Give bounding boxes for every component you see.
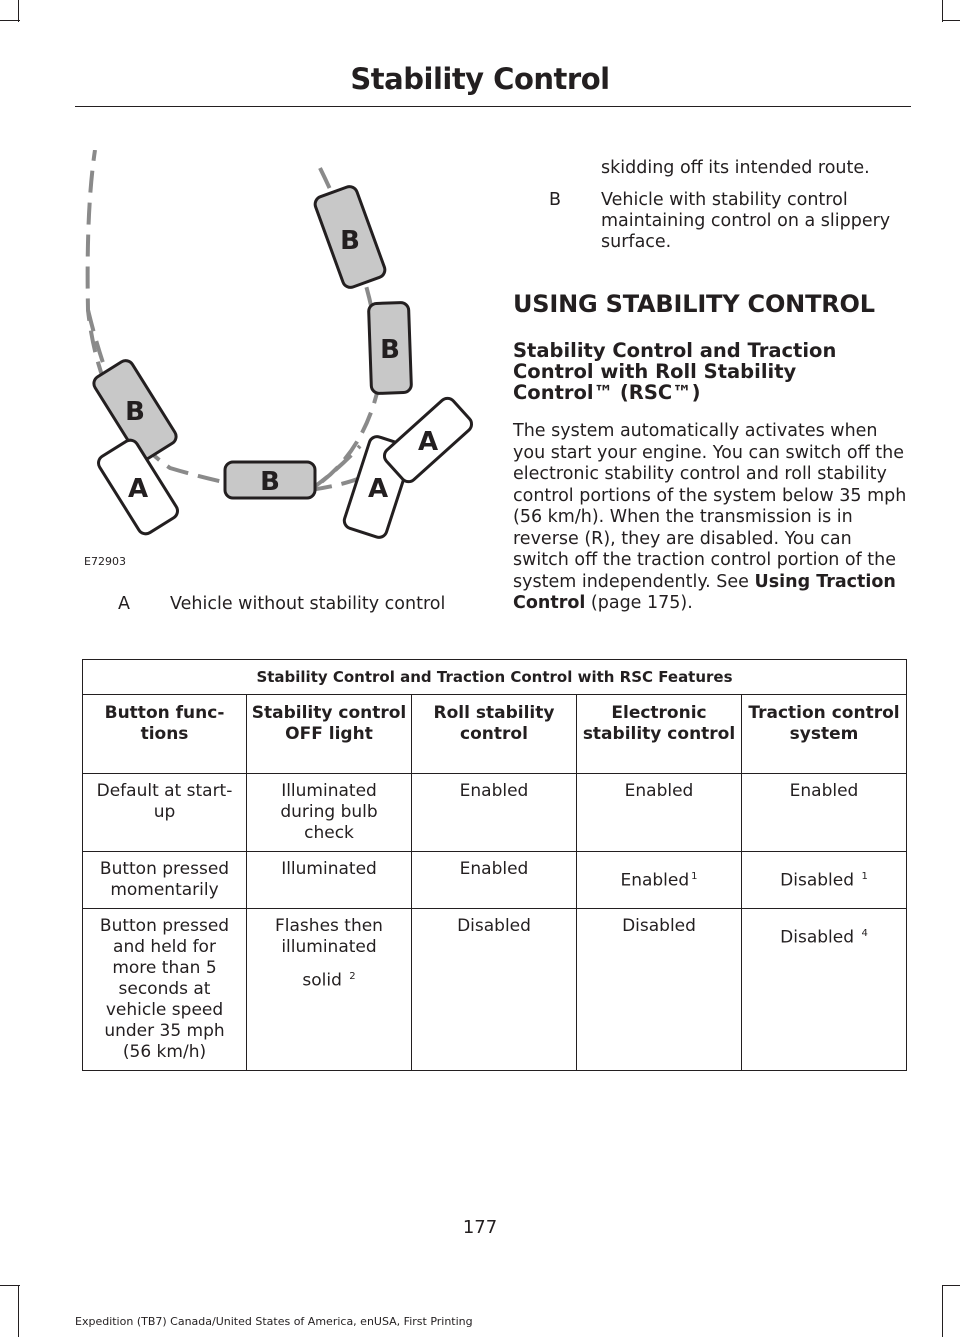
table-cell: [742, 852, 907, 909]
table-header-row: [83, 695, 907, 774]
page-reference: (page 175).: [585, 593, 693, 613]
vehicle-b-2: [368, 302, 411, 393]
table-cell: Button pressed and held for more than 5 seconds at vehicle speed under 35 mph (56 km/h): [83, 909, 247, 1071]
cell-text: solid: [302, 970, 348, 991]
body-text: The system automatically activates when you start your engine. You can switch off the electronic stability control and roll stability control portions of the system below 35 mph (56 km/h). When the transmission is in reverse (R), they are disabled. You can switch off the traction control portion of the system independently. See: [513, 421, 907, 592]
table-cell: Enabled: [412, 774, 577, 852]
table-cell: Enabled: [577, 774, 742, 852]
legend-key: A: [118, 594, 130, 614]
svg-text:B: B: [380, 335, 400, 365]
legend-text: Vehicle without stability control: [170, 594, 446, 614]
crop-mark: [18, 0, 19, 22]
column-header: Roll stability control: [412, 695, 577, 774]
vehicle-a-3: [381, 395, 475, 485]
legend-key: B: [549, 190, 562, 210]
svg-text:A: A: [367, 474, 389, 504]
footnote-marker: 4: [861, 928, 868, 939]
page-footer: Expedition (TB7) Canada/United States of America, enUSA, First Printing: [75, 1315, 473, 1328]
column-header: Stability control OFF light: [247, 695, 412, 774]
page-number: 177: [462, 1217, 498, 1238]
crop-mark: [942, 1285, 960, 1286]
svg-text:A: A: [127, 474, 149, 504]
cell-text: Disabled: [780, 927, 860, 948]
table-cell: Default at start-up: [83, 774, 247, 852]
crop-mark: [942, 0, 943, 22]
cell-text: Flashes then illuminated: [275, 916, 383, 957]
cell-text: Disabled: [780, 870, 860, 891]
table-cell: [577, 852, 742, 909]
vehicle-b-4: [225, 462, 315, 498]
legend-text: skidding off its intended route.: [601, 158, 870, 178]
crop-mark: [18, 1285, 19, 1337]
svg-text:B: B: [340, 226, 360, 256]
table-cell: [247, 909, 412, 1071]
table-cell: Enabled: [742, 774, 907, 852]
vehicle-a-1: [95, 437, 180, 537]
table-row: [83, 774, 907, 852]
table-caption: Stability Control and Traction Control with RSC Features: [83, 660, 907, 695]
table-cell: Enabled: [412, 852, 577, 909]
svg-text:B: B: [125, 397, 145, 427]
table-row: [83, 909, 907, 1071]
cell-text-continued: [253, 966, 405, 992]
svg-text:A: A: [417, 427, 439, 457]
crop-mark: [942, 20, 960, 21]
column-header: Electronic stability control: [577, 695, 742, 774]
table-cell: Illuminated: [247, 852, 412, 909]
section-heading: USING STABILITY CONTROL: [513, 290, 875, 318]
table-cell: Illuminated during bulb check: [247, 774, 412, 852]
cross-reference-link[interactable]: Using Traction Control: [513, 571, 896, 613]
footnote-marker: 1: [691, 871, 698, 882]
crop-mark: [0, 20, 20, 21]
footnote-marker: 2: [349, 971, 356, 982]
figure-id: E72903: [84, 555, 126, 568]
crop-mark: [0, 1285, 20, 1286]
table-cell: Disabled: [412, 909, 577, 1071]
table-row: [83, 852, 907, 909]
footnote-marker: 1: [861, 871, 868, 882]
cell-text: Enabled: [620, 870, 690, 891]
table-cell: [742, 909, 907, 1071]
vehicle-b-1: [313, 184, 387, 289]
header-rule: [75, 106, 911, 107]
column-header: Traction control system: [742, 695, 907, 774]
path-without-stability-2: [310, 446, 360, 490]
svg-text:B: B: [260, 467, 280, 497]
table-cell: Button pressed momentarily: [83, 852, 247, 909]
page-title: Stability Control: [350, 62, 610, 96]
table-cell: Disabled: [577, 909, 742, 1071]
crop-mark: [942, 1285, 943, 1337]
legend-text: Vehicle with stability control maintaining control on a slippery surface.: [601, 190, 891, 252]
features-table: [82, 659, 907, 1071]
section-subheading: Stability Control and Traction Control with Roll Stability Control™ (RSC™): [513, 339, 837, 404]
column-header: Button func-tions: [83, 695, 247, 774]
stability-diagram: [60, 150, 480, 570]
section-body: [513, 421, 909, 615]
